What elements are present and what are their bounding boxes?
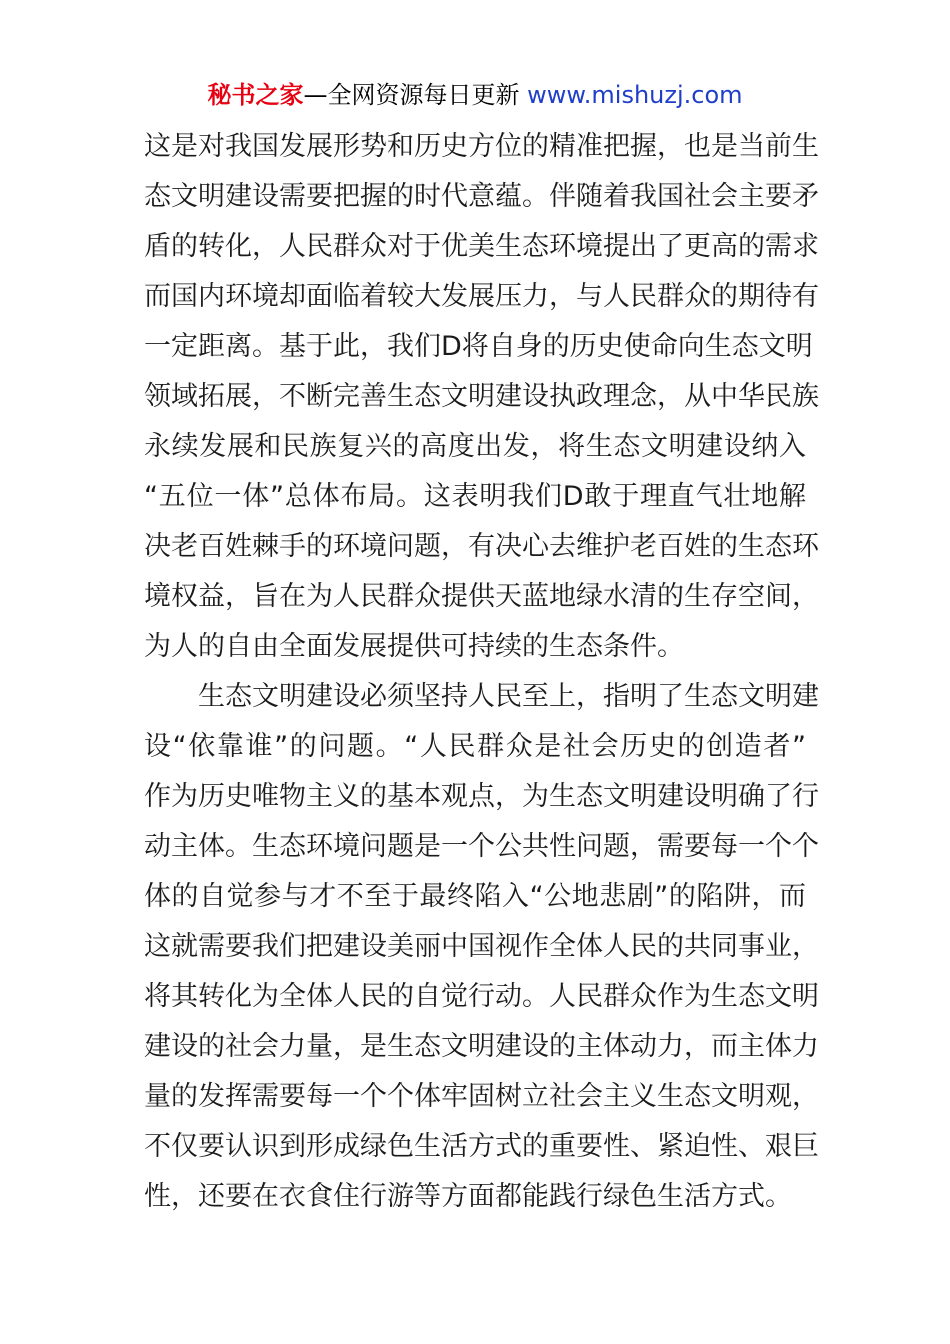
text-line: 设“依靠谁”的问题。“人民群众是社会历史的创造者”: [144, 731, 806, 762]
text-line: 建设的社会力量，是生态文明建设的主体动力，而主体力: [144, 1031, 819, 1062]
text-line: 作为历史唯物主义的基本观点，为生态文明建设明确了行: [144, 781, 819, 812]
text-line: 动主体。生态环境问题是一个公共性问题，需要每一个个: [144, 831, 819, 862]
text-line: 永续发展和民族复兴的高度出发，将生态文明建设纳入: [144, 431, 806, 462]
text-line: 一定距离。基于此，我们D将自身的历史使命向生态文明: [144, 331, 813, 362]
text-line: 性，还要在衣食住行游等方面都能践行绿色生活方式。: [144, 1181, 792, 1212]
text-line: 境权益，旨在为人民群众提供天蓝地绿水清的生存空间，: [144, 581, 819, 612]
text-line: 盾的转化，人民群众对于优美生态环境提出了更高的需求: [144, 231, 819, 262]
text-line: 而国内环境却面临着较大发展压力，与人民群众的期待有: [144, 281, 819, 312]
text-line: 量的发挥需要每一个个体牢固树立社会主义生态文明观，: [144, 1081, 819, 1112]
site-header: [0, 80, 950, 110]
brand-name: 秘书之家: [207, 81, 304, 109]
text-line: 决老百姓棘手的环境问题，有决心去维护老百姓的生态环: [144, 531, 819, 562]
header-slogan: —全网资源每日更新: [303, 81, 520, 109]
text-line: 不仅要认识到形成绿色生活方式的重要性、紧迫性、艰巨: [144, 1131, 819, 1162]
text-line: 领域拓展，不断完善生态文明建设执政理念，从中华民族: [144, 381, 819, 412]
text-line: 态文明建设需要把握的时代意蕴。伴随着我国社会主要矛: [144, 181, 819, 212]
text-line: “五位一体”总体布局。这表明我们D敢于理直气壮地解: [144, 481, 806, 512]
text-line: 将其转化为全体人民的自觉行动。人民群众作为生态文明: [144, 981, 819, 1012]
paragraph-1: [144, 122, 819, 672]
text-line: 这是对我国发展形势和历史方位的精准把握，也是当前生: [144, 131, 819, 162]
text-line: 体的自觉参与才不至于最终陷入“公地悲剧”的陷阱，而: [144, 881, 806, 912]
text-line: 这就需要我们把建设美丽中国视作全体人民的共同事业，: [144, 931, 819, 962]
site-url-link[interactable]: www.mishuzj.com: [527, 81, 743, 109]
text-line: 生态文明建设必须坚持人民至上，指明了生态文明建: [198, 681, 819, 712]
text-line: 为人的自由全面发展提供可持续的生态条件。: [144, 631, 684, 662]
paragraph-2: [144, 672, 819, 1222]
document-body: [144, 122, 819, 1222]
